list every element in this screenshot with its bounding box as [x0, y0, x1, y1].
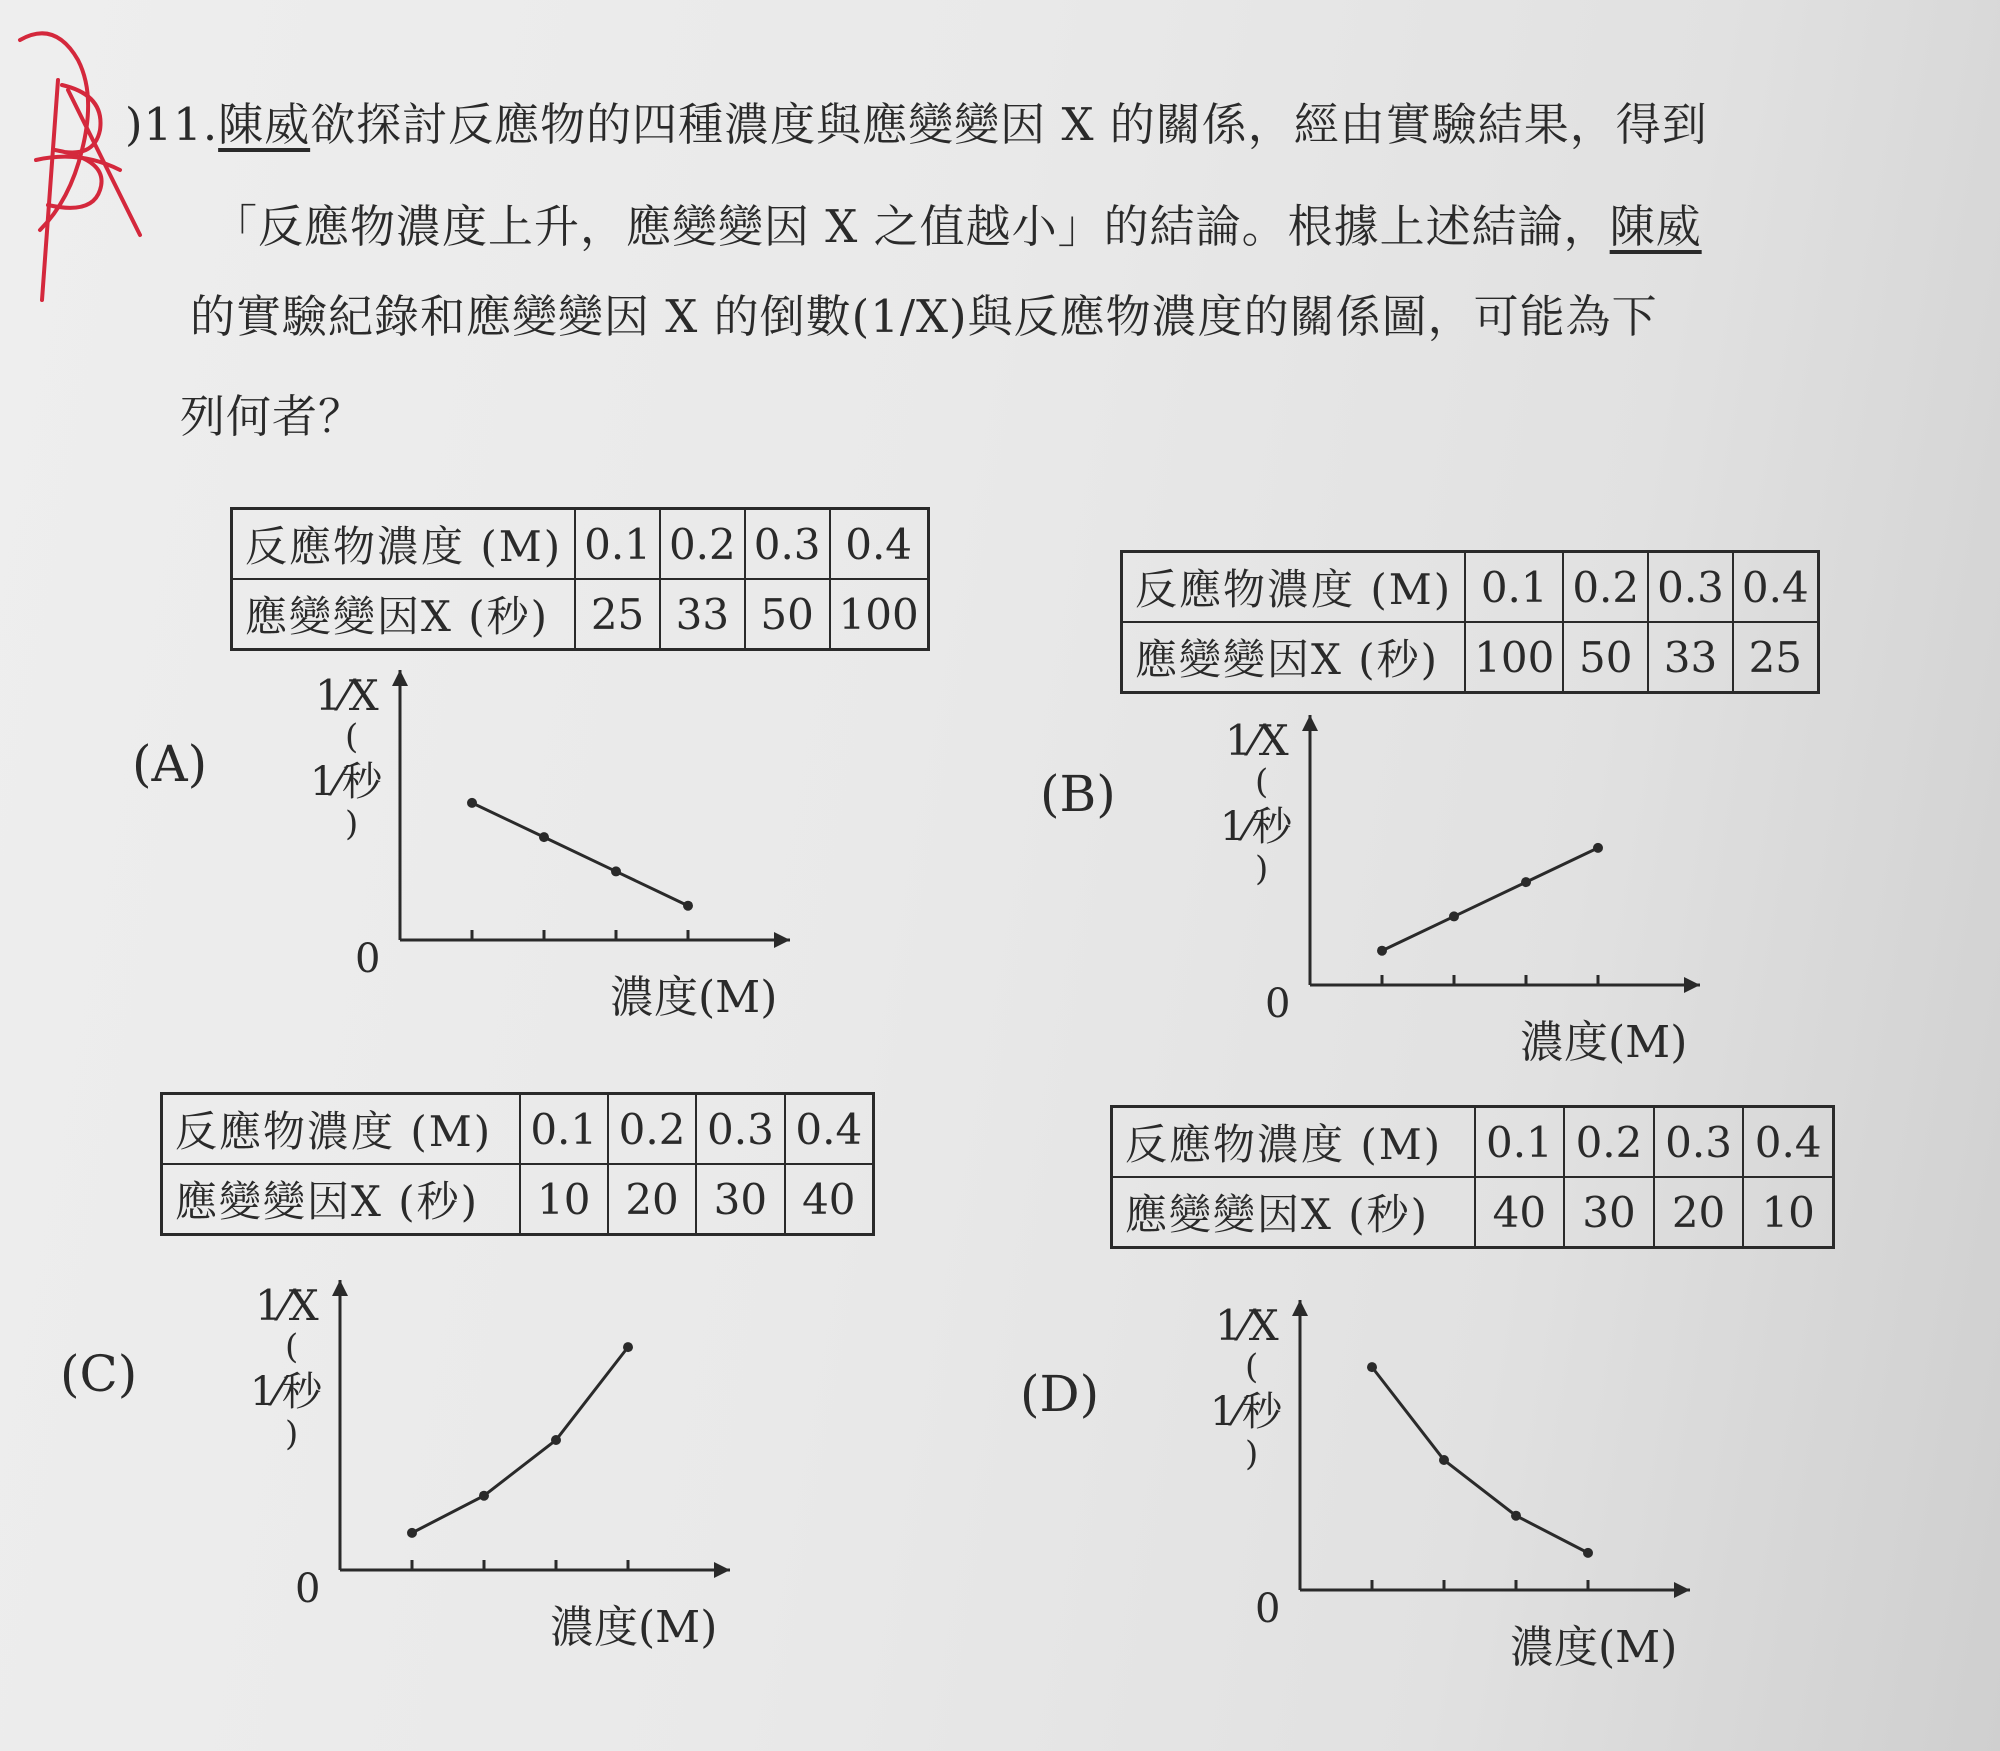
y-axis-label: 1⁄X	[1215, 1301, 1279, 1350]
x-value-cell: 50	[1563, 622, 1648, 693]
table-row-x-value	[1112, 1177, 1834, 1248]
question-text-2: 「反應物濃度上升，應變變因 X 之值越小」的結論。根據上述結論，	[212, 200, 1610, 253]
y-axis-unit: 1⁄秒	[310, 759, 383, 805]
concentration-cell: 0.2	[1564, 1107, 1654, 1178]
y-axis-paren-close: )	[1255, 849, 1269, 889]
x-value-cell: 33	[1648, 622, 1733, 693]
concentration-cell: 0.1	[520, 1094, 608, 1165]
y-axis-unit: 1⁄秒	[1220, 804, 1293, 850]
origin-label: 0	[1265, 981, 1291, 1027]
y-axis-unit: 1⁄秒	[250, 1369, 323, 1415]
y-axis-paren-close: )	[345, 804, 359, 844]
y-axis-label: 1⁄X	[255, 1281, 319, 1330]
concentration-cell: 0.4	[1743, 1107, 1833, 1178]
data-point	[467, 798, 477, 808]
option-d-label: (D)	[1020, 1365, 1100, 1423]
x-value-cell: 10	[1743, 1177, 1833, 1248]
x-axis-label: 濃度(M)	[1520, 1017, 1688, 1068]
data-point	[551, 1435, 561, 1445]
x-axis-label: 濃度(M)	[1510, 1622, 1678, 1673]
x-value-row-header: 應變變因X (秒)	[1122, 622, 1466, 693]
option-a-label: (A)	[132, 735, 208, 793]
x-value-cell: 10	[520, 1164, 608, 1235]
concentration-cell: 0.3	[745, 509, 830, 580]
y-axis-arrow	[1292, 1300, 1308, 1316]
x-value-cell: 25	[1733, 622, 1818, 693]
student-name: 陳威	[218, 98, 311, 151]
x-value-cell: 50	[745, 579, 830, 650]
option-b-table	[1120, 550, 1820, 694]
series-line	[1382, 848, 1598, 951]
student-name-2: 陳威	[1609, 200, 1702, 253]
origin-label: 0	[295, 1566, 321, 1612]
x-axis-label: 濃度(M)	[610, 972, 778, 1023]
origin-label: 0	[1255, 1586, 1281, 1632]
x-value-cell: 33	[660, 579, 745, 650]
question-line-4	[180, 380, 364, 445]
data-point	[623, 1342, 633, 1352]
data-point	[1583, 1548, 1593, 1558]
table-row-concentration	[1122, 552, 1819, 623]
concentration-row-header: 反應物濃度 (M)	[162, 1094, 520, 1165]
option-d-graph	[1200, 1280, 1760, 1700]
origin-label: 0	[355, 936, 381, 982]
y-axis-arrow	[392, 670, 408, 686]
x-value-row-header: 應變變因X (秒)	[162, 1164, 520, 1235]
concentration-cell: 0.4	[1733, 552, 1818, 623]
concentration-cell: 0.2	[660, 509, 745, 580]
table-row-concentration	[232, 509, 929, 580]
question-line-3	[190, 280, 1658, 345]
table-row-x-value	[162, 1164, 874, 1235]
concentration-cell: 0.1	[1475, 1107, 1565, 1178]
option-a-table	[230, 507, 930, 651]
data-point	[1449, 911, 1459, 921]
series-line	[412, 1347, 628, 1533]
data-point	[1593, 843, 1603, 853]
concentration-cell: 0.3	[1654, 1107, 1744, 1178]
data-point	[539, 832, 549, 842]
concentration-cell: 0.1	[575, 509, 660, 580]
x-value-row-header: 應變變因X (秒)	[232, 579, 576, 650]
x-value-cell: 30	[1564, 1177, 1654, 1248]
x-value-cell: 20	[1654, 1177, 1744, 1248]
y-axis-paren-open: (	[285, 1327, 299, 1367]
series-line	[472, 803, 688, 906]
x-axis-label: 濃度(M)	[550, 1602, 718, 1653]
x-value-cell: 40	[785, 1164, 874, 1235]
data-point	[1511, 1511, 1521, 1521]
concentration-cell: 0.2	[1563, 552, 1648, 623]
question-text-3: 的實驗紀錄和應變變因 X 的倒數(1/X)與反應物濃度的關係圖，可能為下	[190, 290, 1658, 343]
y-axis-unit: 1⁄秒	[1210, 1389, 1283, 1435]
y-axis-label: 1⁄X	[1225, 716, 1289, 765]
concentration-cell: 0.1	[1465, 552, 1563, 623]
x-axis-arrow	[774, 932, 790, 948]
option-c-graph	[240, 1260, 760, 1680]
y-axis-paren-close: )	[285, 1414, 299, 1454]
data-point	[1377, 946, 1387, 956]
y-axis-paren-open: (	[1255, 762, 1269, 802]
concentration-cell: 0.3	[1648, 552, 1733, 623]
x-value-cell: 25	[575, 579, 660, 650]
option-c-label: (C)	[60, 1345, 138, 1403]
data-point	[1367, 1362, 1377, 1372]
concentration-cell: 0.4	[785, 1094, 874, 1165]
question-line-1	[125, 88, 1708, 153]
question-line-2	[212, 190, 1702, 255]
x-axis-arrow	[714, 1562, 730, 1578]
table-row-concentration	[162, 1094, 874, 1165]
option-b-label: (B)	[1040, 765, 1116, 823]
question-text-4: 列何者？	[180, 390, 365, 443]
y-axis-arrow	[1302, 715, 1318, 731]
data-point	[611, 866, 621, 876]
x-value-cell: 100	[1465, 622, 1563, 693]
y-axis-paren-open: (	[345, 717, 359, 757]
x-value-cell: 20	[608, 1164, 696, 1235]
concentration-cell: 0.3	[696, 1094, 784, 1165]
y-axis-paren-open: (	[1245, 1347, 1259, 1387]
y-axis-arrow	[332, 1280, 348, 1296]
option-d-table	[1110, 1105, 1835, 1249]
option-c-table	[160, 1092, 875, 1236]
x-axis-arrow	[1684, 977, 1700, 993]
x-value-cell: 40	[1475, 1177, 1565, 1248]
data-point	[479, 1491, 489, 1501]
concentration-row-header: 反應物濃度 (M)	[1112, 1107, 1475, 1178]
x-axis-arrow	[1674, 1582, 1690, 1598]
concentration-row-header: 反應物濃度 (M)	[1122, 552, 1466, 623]
y-axis-label: 1⁄X	[315, 671, 379, 720]
option-b-graph	[1210, 695, 1730, 1095]
y-axis-paren-close: )	[1245, 1434, 1259, 1474]
question-text-1: 欲探討反應物的四種濃度與應變變因 X 的關係，經由實驗結果，得到	[310, 98, 1708, 151]
data-point	[1521, 877, 1531, 887]
concentration-row-header: 反應物濃度 (M)	[232, 509, 576, 580]
table-row-x-value	[1122, 622, 1819, 693]
concentration-cell: 0.4	[830, 509, 929, 580]
x-value-cell: 100	[830, 579, 929, 650]
table-row-concentration	[1112, 1107, 1834, 1178]
question-number: )11.	[125, 98, 219, 151]
data-point	[407, 1528, 417, 1538]
concentration-cell: 0.2	[608, 1094, 696, 1165]
x-value-row-header: 應變變因X (秒)	[1112, 1177, 1475, 1248]
series-line	[1372, 1367, 1588, 1553]
x-value-cell: 30	[696, 1164, 784, 1235]
data-point	[683, 901, 693, 911]
table-row-x-value	[232, 579, 929, 650]
data-point	[1439, 1455, 1449, 1465]
option-a-graph	[300, 650, 820, 1050]
